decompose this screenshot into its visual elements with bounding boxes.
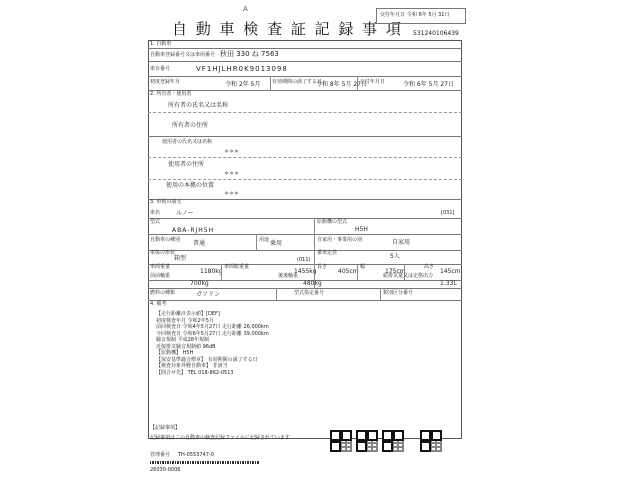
displacement-value: 1.33L [440, 280, 457, 287]
user-address-label: 使用者の住所 [168, 161, 205, 168]
purpose-value: 自家用 [392, 239, 411, 246]
note-line: 【検査対象外軽自動車】 非該当 [156, 363, 228, 369]
divider [314, 280, 315, 288]
weight-label: 車両重量 [150, 264, 171, 270]
capacity-value: 5人 [390, 253, 400, 260]
front-axle-value: 700kg [190, 280, 209, 287]
vin-label: 車台番号 [150, 66, 171, 72]
weight-value: 1180kg [200, 268, 223, 275]
section-owner: 2. 所有者・使用者 [150, 91, 192, 97]
notes-label: 4. 備考 [150, 301, 167, 307]
expiry-value: 令和 8年 5月 27日 [316, 81, 367, 88]
footer-label: 【記録事項】 [150, 425, 181, 431]
vin-value: VF1HJLHR0K9013098 [196, 65, 288, 73]
fuel-label: 燃料の種類 [150, 290, 176, 296]
divider [148, 157, 462, 158]
divider [314, 250, 315, 264]
engine-value: H5H [355, 226, 368, 233]
user-name-label: 使用者の氏名又は名称 [162, 139, 213, 145]
divider [148, 48, 462, 49]
front-axle-label: 前前軸重 [150, 273, 171, 279]
divider [221, 264, 222, 280]
divider [276, 288, 277, 300]
divider [380, 288, 381, 300]
divider [148, 61, 462, 62]
height-value: 145cm [440, 268, 461, 275]
form-code: 26030-0006 [150, 467, 181, 473]
divider [148, 136, 462, 137]
base-location-label: 使用の本拠の位置 [166, 182, 215, 189]
rear-axle-label: 後後軸重 [278, 273, 299, 279]
category-label: 類別区分番号 [383, 290, 414, 296]
divider [148, 90, 462, 91]
rear-axle-value: 480kg [303, 280, 322, 287]
purpose-label: 自家用・事業用の別 [317, 237, 363, 243]
note-line: 今回検査日 令和6年5月27日 走行距離 39,000km [156, 330, 269, 337]
qr-code [330, 430, 352, 452]
maker-code: [031] [441, 210, 455, 216]
engine-label: 原動機の型式 [317, 219, 348, 225]
reg-value: 秋田 330 ね 7563 [220, 50, 279, 58]
height-label: 高さ [424, 264, 435, 270]
divider [256, 234, 257, 250]
section-specs: 3. 車両の諸元 [150, 199, 182, 205]
kind-value: 普通 [193, 240, 206, 247]
use-value: 乗用 [270, 240, 283, 247]
length-label: 長さ [317, 264, 328, 270]
displacement-label: 総排気量又は定格出力 [383, 273, 434, 279]
divider [148, 76, 462, 77]
divider [148, 179, 462, 180]
type-label: 型式 [150, 219, 161, 225]
issue-stamp-box [376, 8, 466, 24]
note-line: 騒音規制 平成28年規制 [156, 337, 209, 343]
qr-code [420, 430, 442, 452]
expiry-label: 有効期間の満了する日 [272, 79, 323, 85]
divider [270, 76, 271, 90]
capacity-label: 乗車定員 [317, 250, 338, 256]
gross-weight-label: 車両総重量 [224, 264, 250, 270]
owner-label: 所有者の氏名又は名称 [168, 102, 229, 109]
note-line: 初度検査年月 令和2年5月 [156, 317, 214, 324]
control-label: 管理番号 [150, 452, 171, 458]
divider [148, 250, 462, 251]
serial-number: 531240106439 [413, 30, 459, 37]
divider [314, 218, 315, 234]
model-no-label: 型式指定番号 [294, 290, 325, 296]
shape-label: 車体の形状 [150, 250, 176, 256]
maker-value: ルノー [176, 210, 194, 217]
divider [148, 288, 462, 289]
first-reg-label: 初度登録年月 [150, 79, 181, 85]
divider [148, 218, 462, 219]
owner-address-label: 所有者の住所 [172, 122, 209, 129]
divider [314, 264, 315, 280]
note-line: 【走行距離計表示値】[DEF] [156, 311, 220, 317]
user-address-value: ＊＊＊ [224, 171, 240, 177]
notes-list [156, 310, 446, 375]
divider [357, 264, 358, 280]
divider [148, 300, 462, 301]
divider [148, 234, 462, 235]
note-line: 【原動機】 H5H [156, 350, 194, 356]
note-line: 【保安基準適合標章】 有効期間の満了する日 [156, 356, 258, 363]
reg-label: 自動車登録番号又は車両番号 [150, 52, 216, 58]
kind-label: 自動車の種別 [150, 237, 181, 243]
shape-value: 箱型 [174, 255, 187, 262]
divider [357, 76, 358, 90]
divider [148, 199, 462, 200]
maker-label: 車名 [150, 210, 161, 216]
qr-code [382, 430, 404, 452]
stamp-value: 令和 6年 5月 31日 [407, 12, 450, 18]
width-value: 175cm [385, 268, 406, 275]
shape-code: (011) [297, 257, 311, 263]
gross-weight-value: 1455kg [294, 268, 317, 275]
fuel-value: ガソリン [196, 291, 221, 298]
length-value: 405cm [338, 268, 359, 275]
control-value: TH-0553747-0 [178, 452, 214, 458]
first-reg-value: 令和 2年 5月 [225, 81, 261, 88]
footer-text: 記録事項はこの自動車の検査記録ファイルに記録されています [150, 435, 290, 441]
type-value: ABA-RJH5H [172, 227, 215, 234]
note-line: 【問合せ先】 TEL 018-862-0513 [156, 369, 234, 376]
stamp-label: 交付年月日 [380, 12, 406, 18]
issue-label: 交付年月日 [360, 79, 386, 85]
user-name-value: ＊＊＊ [224, 149, 240, 155]
barcode [150, 461, 260, 464]
document-title: 自 動 車 検 査 証 記 録 事 項 [172, 20, 403, 38]
section-vehicle: 1. 自動車 [150, 41, 172, 47]
base-location-value: ＊＊＊ [224, 191, 240, 197]
header-mark: A [243, 5, 248, 13]
issue-value: 令和 6年 5月 27日 [403, 81, 454, 88]
width-label: 幅 [360, 264, 366, 270]
note-line: 近接排気騒音規制値 96dB [156, 343, 216, 350]
divider [314, 234, 315, 250]
use-label: 用途 [259, 237, 270, 243]
note-line: 前回検査日 令和4年5月27日 走行距離 26,000km [156, 324, 269, 330]
divider [148, 264, 462, 265]
divider [148, 112, 462, 113]
qr-code [356, 430, 378, 452]
